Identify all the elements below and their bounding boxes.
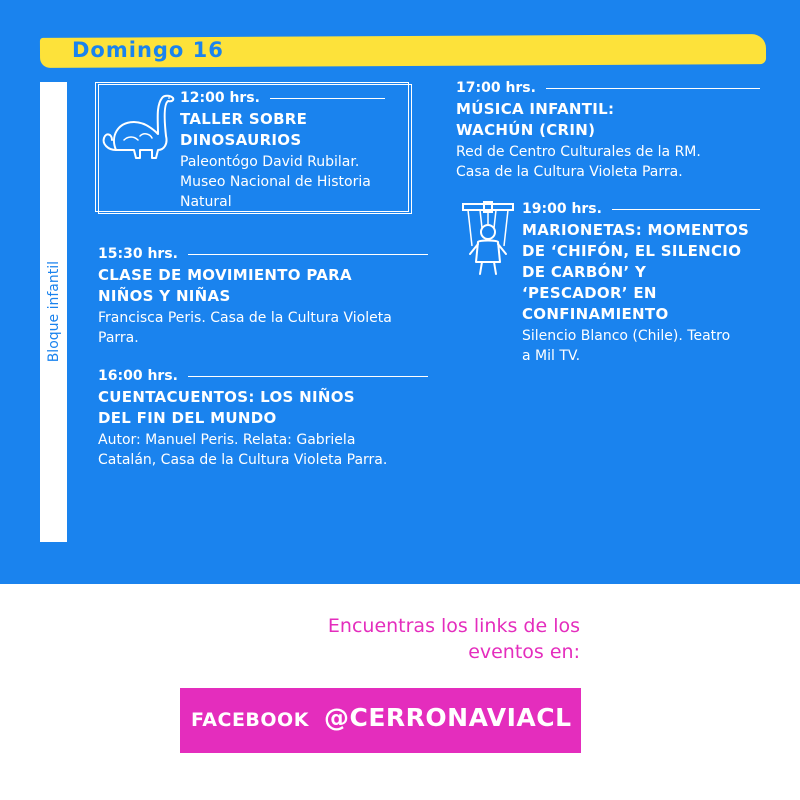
event-time: 16:00 hrs. [98,368,178,384]
event-1600 [98,366,428,470]
footer-message: Encuentras los links de los eventos en: [327,615,580,663]
event-description: Paleontógo David Rubilar. Museo Nacional de Historia Natural [180,154,371,210]
divider-line [546,88,760,89]
sidebar-block [40,82,67,542]
event-description: Red de Centro Culturales de la RM. Casa de la Cultura Violeta Parra. [456,144,701,180]
event-1700 [456,78,760,182]
event-title: CLASE DE MOVIMIENTO PARA NIÑOS Y NIÑAS [98,266,352,305]
event-description: Silencio Blanco (Chile). Teatro a Mil TV. [522,328,731,364]
event-description: Autor: Manuel Peris. Relata: Gabriela Catalán, Casa de la Cultura Violeta Parra. [98,432,388,468]
event-title: MÚSICA INFANTIL: WACHÚN (CRIN) [456,100,615,139]
event-time: 17:00 hrs. [456,80,536,96]
event-1900 [522,199,760,366]
day-title: Domingo 16 [72,38,224,62]
facebook-label: FACEBOOK [191,709,309,731]
event-time: 15:30 hrs. [98,246,178,262]
event-title: TALLER SOBRE DINOSAURIOS [180,110,308,149]
event-1530 [98,244,428,348]
divider-line [188,254,428,255]
event-title: MARIONETAS: MOMENTOS DE ‘CHIFÓN, EL SILENCIO DE CARBÓN’ Y ‘PESCADOR’ EN CONFINAMIENTO [522,221,750,323]
event-time: 19:00 hrs. [522,201,602,217]
divider-line [188,376,428,377]
divider-line [612,209,760,210]
event-description: Francisca Peris. Casa de la Cultura Violeta Parra. [98,310,392,346]
divider-line [270,98,385,99]
marionette-icon [458,200,518,278]
sidebar-label: Bloque infantil [45,261,62,363]
event-time: 12:00 hrs. [180,90,260,106]
facebook-handle-link[interactable]: @CERRONAVIACL [324,703,572,732]
event-1200 [180,88,385,212]
dinosaur-icon [100,92,176,160]
event-title: CUENTACUENTOS: LOS NIÑOS DEL FIN DEL MUNDO [98,388,355,427]
